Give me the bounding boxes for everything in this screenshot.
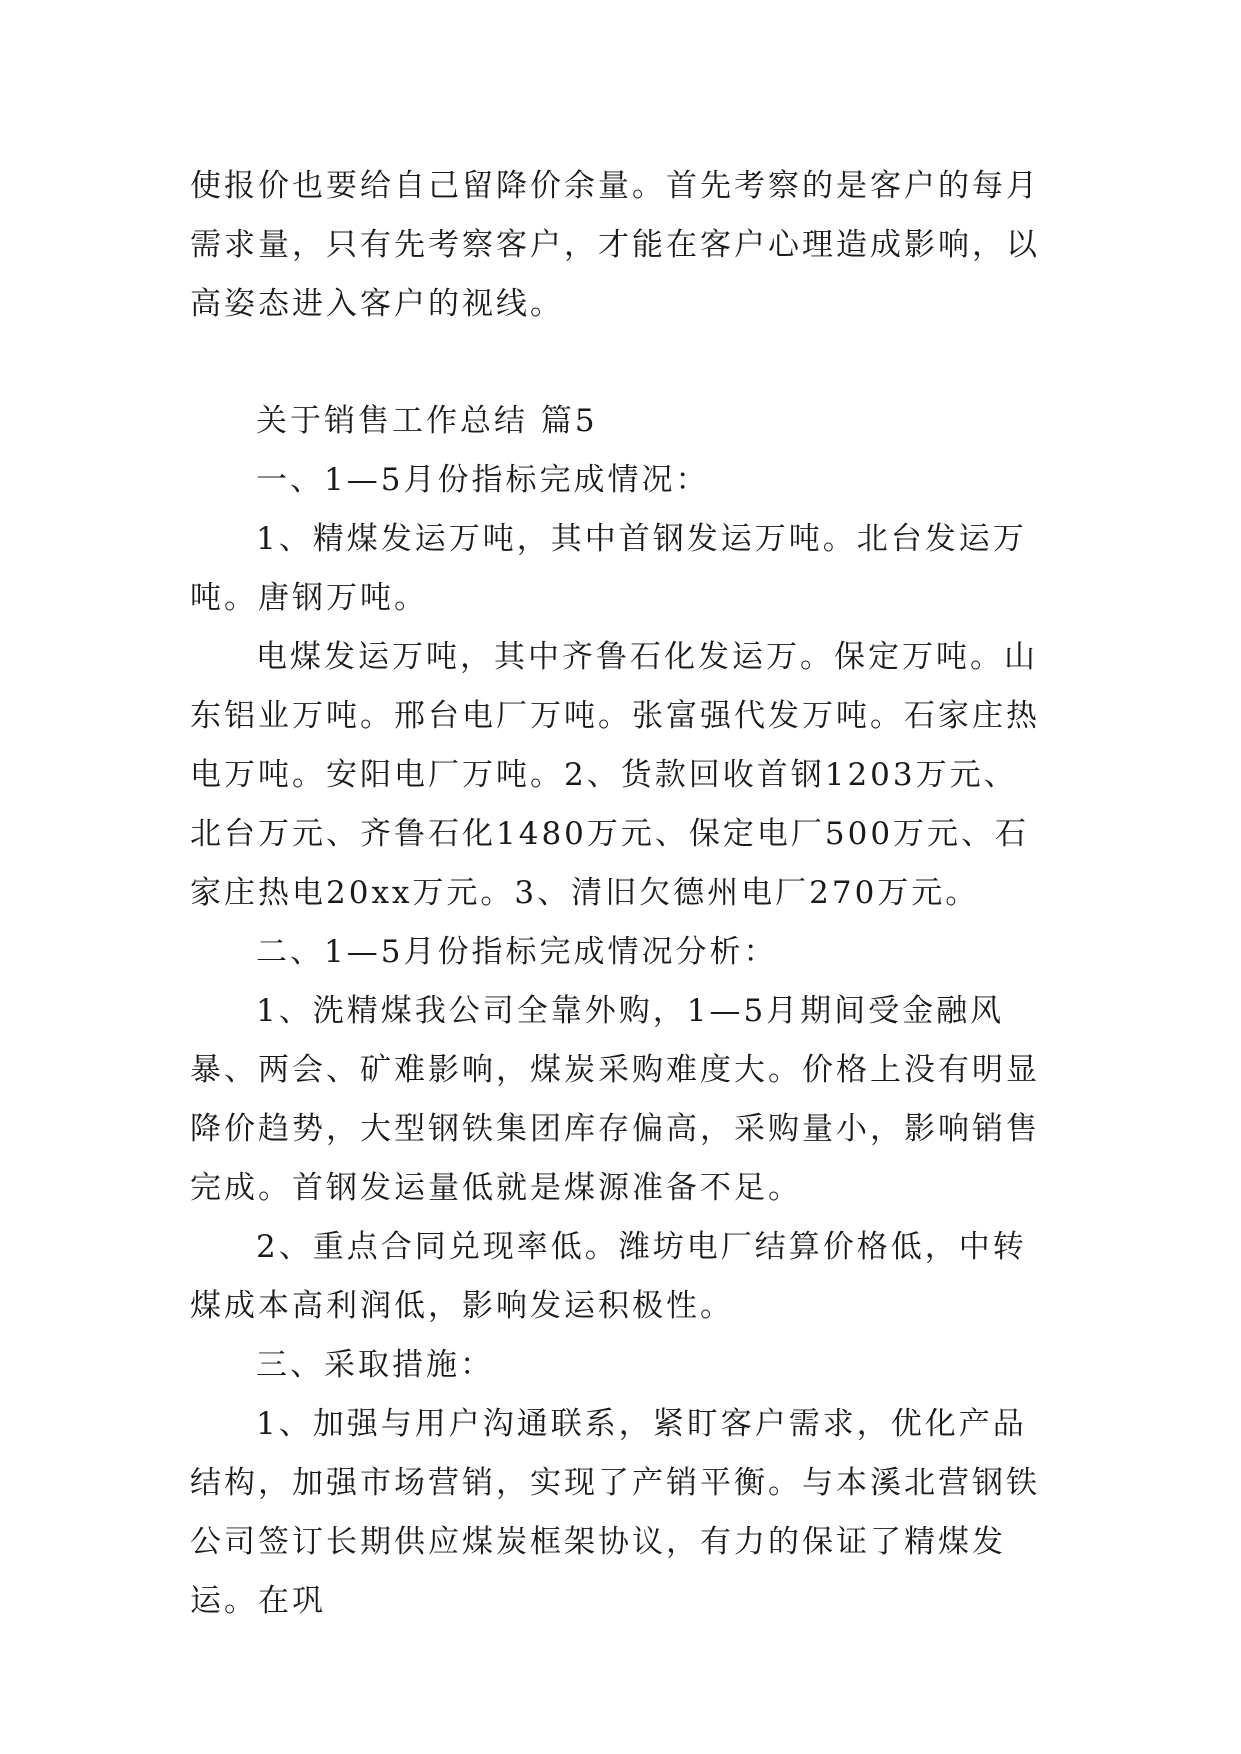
paragraph-power-coal: 电煤发运万吨，其中齐鲁石化发运万。保定万吨。山东铝业万吨。邢台电厂万吨。张富强代发万吨。石家庄热电万吨。安阳电厂万吨。2、货款回收首钢1203万元、北台万元、齐鲁石化1480万元、保定电厂500万元、石家庄热电20xx万元。3、清旧欠德州电厂270万元。	[190, 639, 1040, 911]
section-block	[190, 392, 1050, 1631]
section-title: 关于销售工作总结 篇5	[256, 403, 598, 439]
heading-analysis: 二、1—5月份指标完成情况分析：	[256, 934, 778, 970]
intro-paragraph: 使报价也要给自己留降价余量。首先考察的是客户的每月需求量，只有先考察客户，才能在客户心理造成影响，以高姿态进入客户的视线。	[190, 168, 1040, 322]
paragraph-analysis-2: 2、重点合同兑现率低。潍坊电厂结算价格低，中转煤成本高利润低，影响发运积极性。	[190, 1229, 1027, 1324]
paragraph-analysis-1: 1、洗精煤我公司全靠外购，1—5月期间受金融风暴、两会、矿难影响，煤炭采购难度大。价格上没有明显降价趋势，大型钢铁集团库存偏高，采购量小，影响销售完成。首钢发运量低就是煤源准备不足。	[190, 993, 1040, 1206]
paragraph-clean-coal: 1、精煤发运万吨，其中首钢发运万吨。北台发运万吨。唐钢万吨。	[190, 521, 1027, 616]
heading-targets: 一、1—5月份指标完成情况：	[256, 462, 710, 498]
intro-block	[190, 157, 1050, 334]
paragraph-measures-1: 1、加强与用户沟通联系，紧盯客户需求，优化产品结构，加强市场营销，实现了产销平衡。与本溪北营钢铁公司签订长期供应煤炭框架协议，有力的保证了精煤发运。在巩	[190, 1406, 1040, 1619]
heading-measures: 三、采取措施：	[256, 1347, 494, 1383]
